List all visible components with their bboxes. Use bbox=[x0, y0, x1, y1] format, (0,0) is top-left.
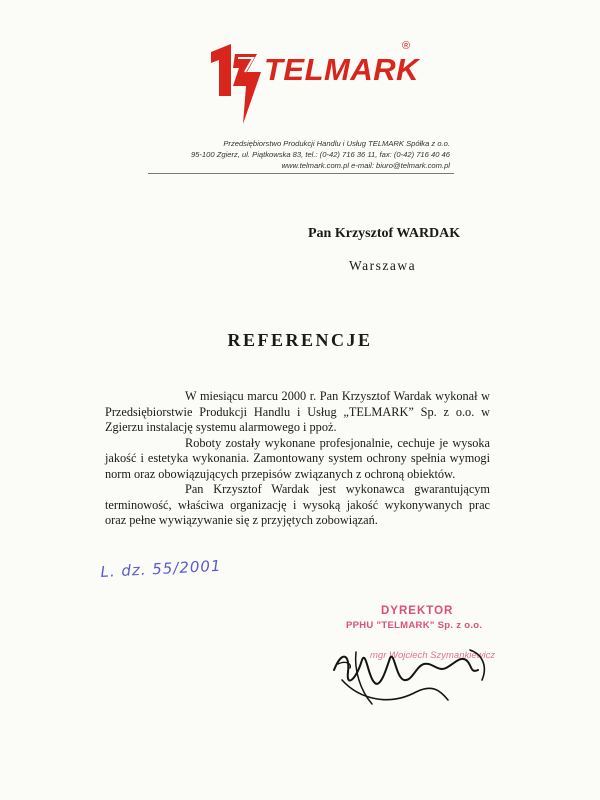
handwritten-signature bbox=[320, 630, 500, 710]
brand-name: TELMARK bbox=[264, 52, 420, 87]
handwritten-reference-number: L. dz. 55/2001 bbox=[100, 556, 222, 581]
telmark-logo-icon bbox=[205, 38, 267, 124]
stamp-company: PPHU "TELMARK" Sp. z o.o. bbox=[346, 620, 483, 631]
letterhead-web-line: www.telmark.com.pl e-mail: biuro@telmark.com.pl bbox=[281, 161, 450, 170]
letterhead-divider bbox=[148, 173, 454, 174]
letterhead-address-line: 95-100 Zgierz, ul. Piątkowska 83, tel.: (0-42) 716 36 11, fax: (0-42) 716 40 46 bbox=[190, 150, 450, 159]
body-paragraph-1: W miesiącu marcu 2000 r. Pan Krzysztof Wardak wykonał w Przedsiębiorstwie Produkcji Handlu i Usług „TELMARK” Sp. z o.o. w Zgierzu instalację systemu alarmowego i ppoż. bbox=[105, 389, 490, 434]
registered-mark: ® bbox=[402, 40, 411, 52]
addressee-city: Warszawa bbox=[349, 258, 417, 273]
letter-body bbox=[105, 389, 490, 529]
letterhead-company-line: Przedsiębiorstwo Produkcji Handlu i Usług TELMARK Spółka z o.o. bbox=[223, 139, 450, 148]
body-paragraph-3: Pan Krzysztof Wardak jest wykonawca gwarantującym terminowość, właściwa organizację i wysoką jakość wykonywanych prac oraz pełne wywiązywanie się z przyjętych zobowiązań. bbox=[105, 482, 490, 527]
stamp-signatory-name: mgr Wojciech Szymankiewicz bbox=[370, 650, 496, 661]
addressee-name: Pan Krzysztof WARDAK bbox=[308, 226, 461, 241]
body-paragraph-2: Roboty zostały wykonane profesjonalnie, cechuje je wysoka jakość i estetyka wykonania. Zamontowany system ochrony spełnia wymogi norm oraz obowiązujących przepisów związanych z ochroną obiektów. bbox=[105, 435, 490, 481]
document-title: REFERENCJE bbox=[227, 330, 373, 350]
stamp-title: DYREKTOR bbox=[381, 605, 454, 617]
